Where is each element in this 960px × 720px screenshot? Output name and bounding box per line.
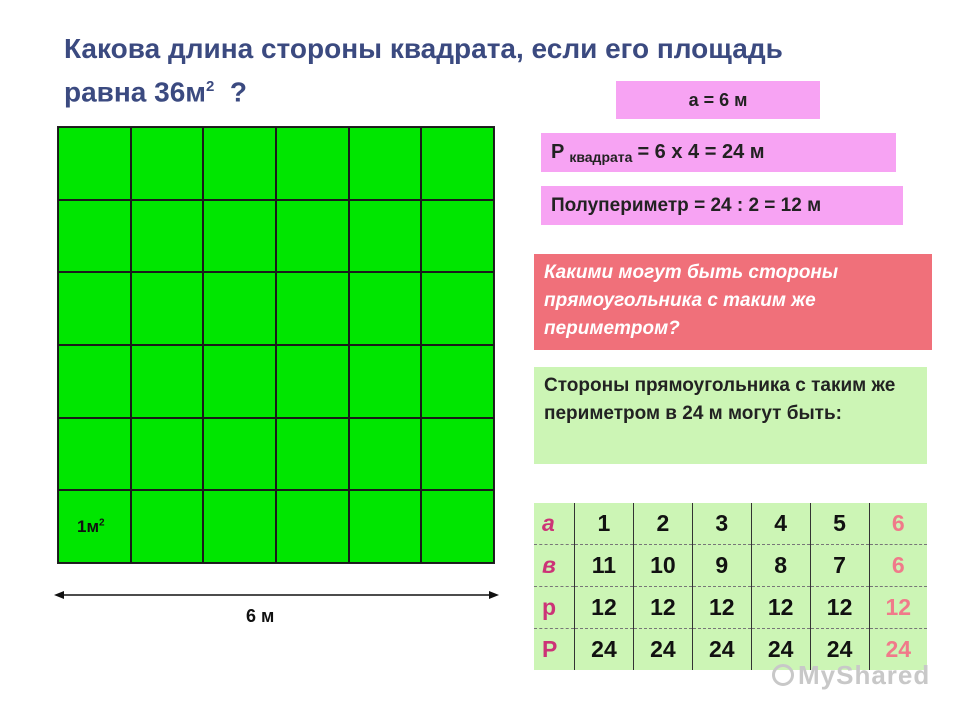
table-cell: 12: [633, 587, 692, 629]
table-cell: 10: [633, 545, 692, 587]
row-label: Р: [542, 636, 558, 662]
grid-cell: [349, 272, 422, 345]
row-label: а: [542, 510, 555, 536]
perimeter-prefix: Р: [551, 141, 565, 163]
table-cell: 24: [751, 629, 810, 671]
table-cell: 12: [751, 587, 810, 629]
grid-cell: [276, 127, 349, 200]
grid-cell: [421, 490, 494, 563]
grid-cell: [421, 127, 494, 200]
grid-cell: [203, 127, 276, 200]
table-cell: 6: [869, 503, 927, 545]
row-label: р: [542, 594, 557, 620]
grid-cell: [58, 200, 131, 273]
table-cell: 12: [575, 587, 634, 629]
table-cell: 24: [810, 629, 869, 671]
table-cell: 12: [810, 587, 869, 629]
title-superscript: 2: [206, 78, 215, 95]
table-cell: 7: [810, 545, 869, 587]
table-cell: 2: [633, 503, 692, 545]
table-cell: 12: [869, 587, 927, 629]
grid-cell: [131, 272, 204, 345]
table-cell: 8: [751, 545, 810, 587]
grid-cell: [58, 490, 131, 563]
title-line-2-text: равна 36м: [64, 76, 207, 108]
question-box: Какими могут быть стороны прямоугольника с таким же периметром?: [534, 254, 932, 350]
table-cell: 5: [810, 503, 869, 545]
answer-box: Стороны прямоугольника с таким же периметром в 24 м могут быть:: [534, 367, 927, 464]
grid-cell: [349, 200, 422, 273]
table-cell: 24: [692, 629, 751, 671]
table-cell: 24: [633, 629, 692, 671]
grid-cell: [349, 127, 422, 200]
grid-cell: [421, 200, 494, 273]
table-row: [534, 545, 927, 587]
table-cell: 1: [575, 503, 634, 545]
grid-cell: [131, 490, 204, 563]
dimension-arrow: [54, 588, 499, 602]
grid-cell: [276, 418, 349, 491]
table-cell: 4: [751, 503, 810, 545]
grid-cell: [131, 418, 204, 491]
table-cell: 24: [869, 629, 927, 671]
side-box: а = 6 м: [616, 81, 820, 119]
table-cell: 12: [692, 587, 751, 629]
table-cell: 24: [575, 629, 634, 671]
grid-cell: [276, 200, 349, 273]
watermark-text: MyShared: [798, 660, 931, 690]
unit-area-label: [77, 517, 105, 537]
grid-cell: [421, 345, 494, 418]
grid-cell: [203, 200, 276, 273]
grid-cell: [203, 490, 276, 563]
dimension-label: 6 м: [246, 606, 275, 626]
grid-cell: [421, 272, 494, 345]
title-question-mark: ?: [214, 76, 248, 108]
grid-cell: [58, 345, 131, 418]
table-row: [534, 587, 927, 629]
grid-cell: [276, 272, 349, 345]
half-perimeter-box: Полупериметр = 24 : 2 = 12 м: [541, 186, 903, 225]
grid-cell: [58, 418, 131, 491]
perimeter-subscript: квадрата: [569, 148, 633, 165]
grid-cell: [421, 418, 494, 491]
grid-cell: [203, 272, 276, 345]
table-row: [534, 503, 927, 545]
unit-area-text: 1м: [77, 517, 100, 537]
grid-cell: [276, 490, 349, 563]
perimeter-expression: = 6 х 4 = 24 м: [637, 141, 765, 163]
watermark-logo-icon: [772, 664, 794, 686]
square-grid: [57, 126, 495, 564]
watermark: [772, 660, 930, 691]
title-line-1: Какова длина стороны квадрата, если его площадь: [64, 33, 783, 64]
unit-area-superscript: 2: [99, 517, 105, 529]
grid-cell: [58, 127, 131, 200]
sides-table: [534, 503, 927, 670]
grid-cell: [203, 345, 276, 418]
grid-cell: [276, 345, 349, 418]
table-cell: 6: [869, 545, 927, 587]
grid-cell: [349, 345, 422, 418]
grid-cell: [349, 490, 422, 563]
grid-cell: [58, 272, 131, 345]
grid-cell: [131, 345, 204, 418]
row-label: в: [542, 552, 556, 578]
table-cell: 9: [692, 545, 751, 587]
grid-cell: [203, 418, 276, 491]
table-cell: 11: [575, 545, 634, 587]
grid-cell: [349, 418, 422, 491]
table-cell: 3: [692, 503, 751, 545]
grid-cell: [131, 127, 204, 200]
perimeter-box: [541, 133, 896, 172]
grid-cell: [131, 200, 204, 273]
